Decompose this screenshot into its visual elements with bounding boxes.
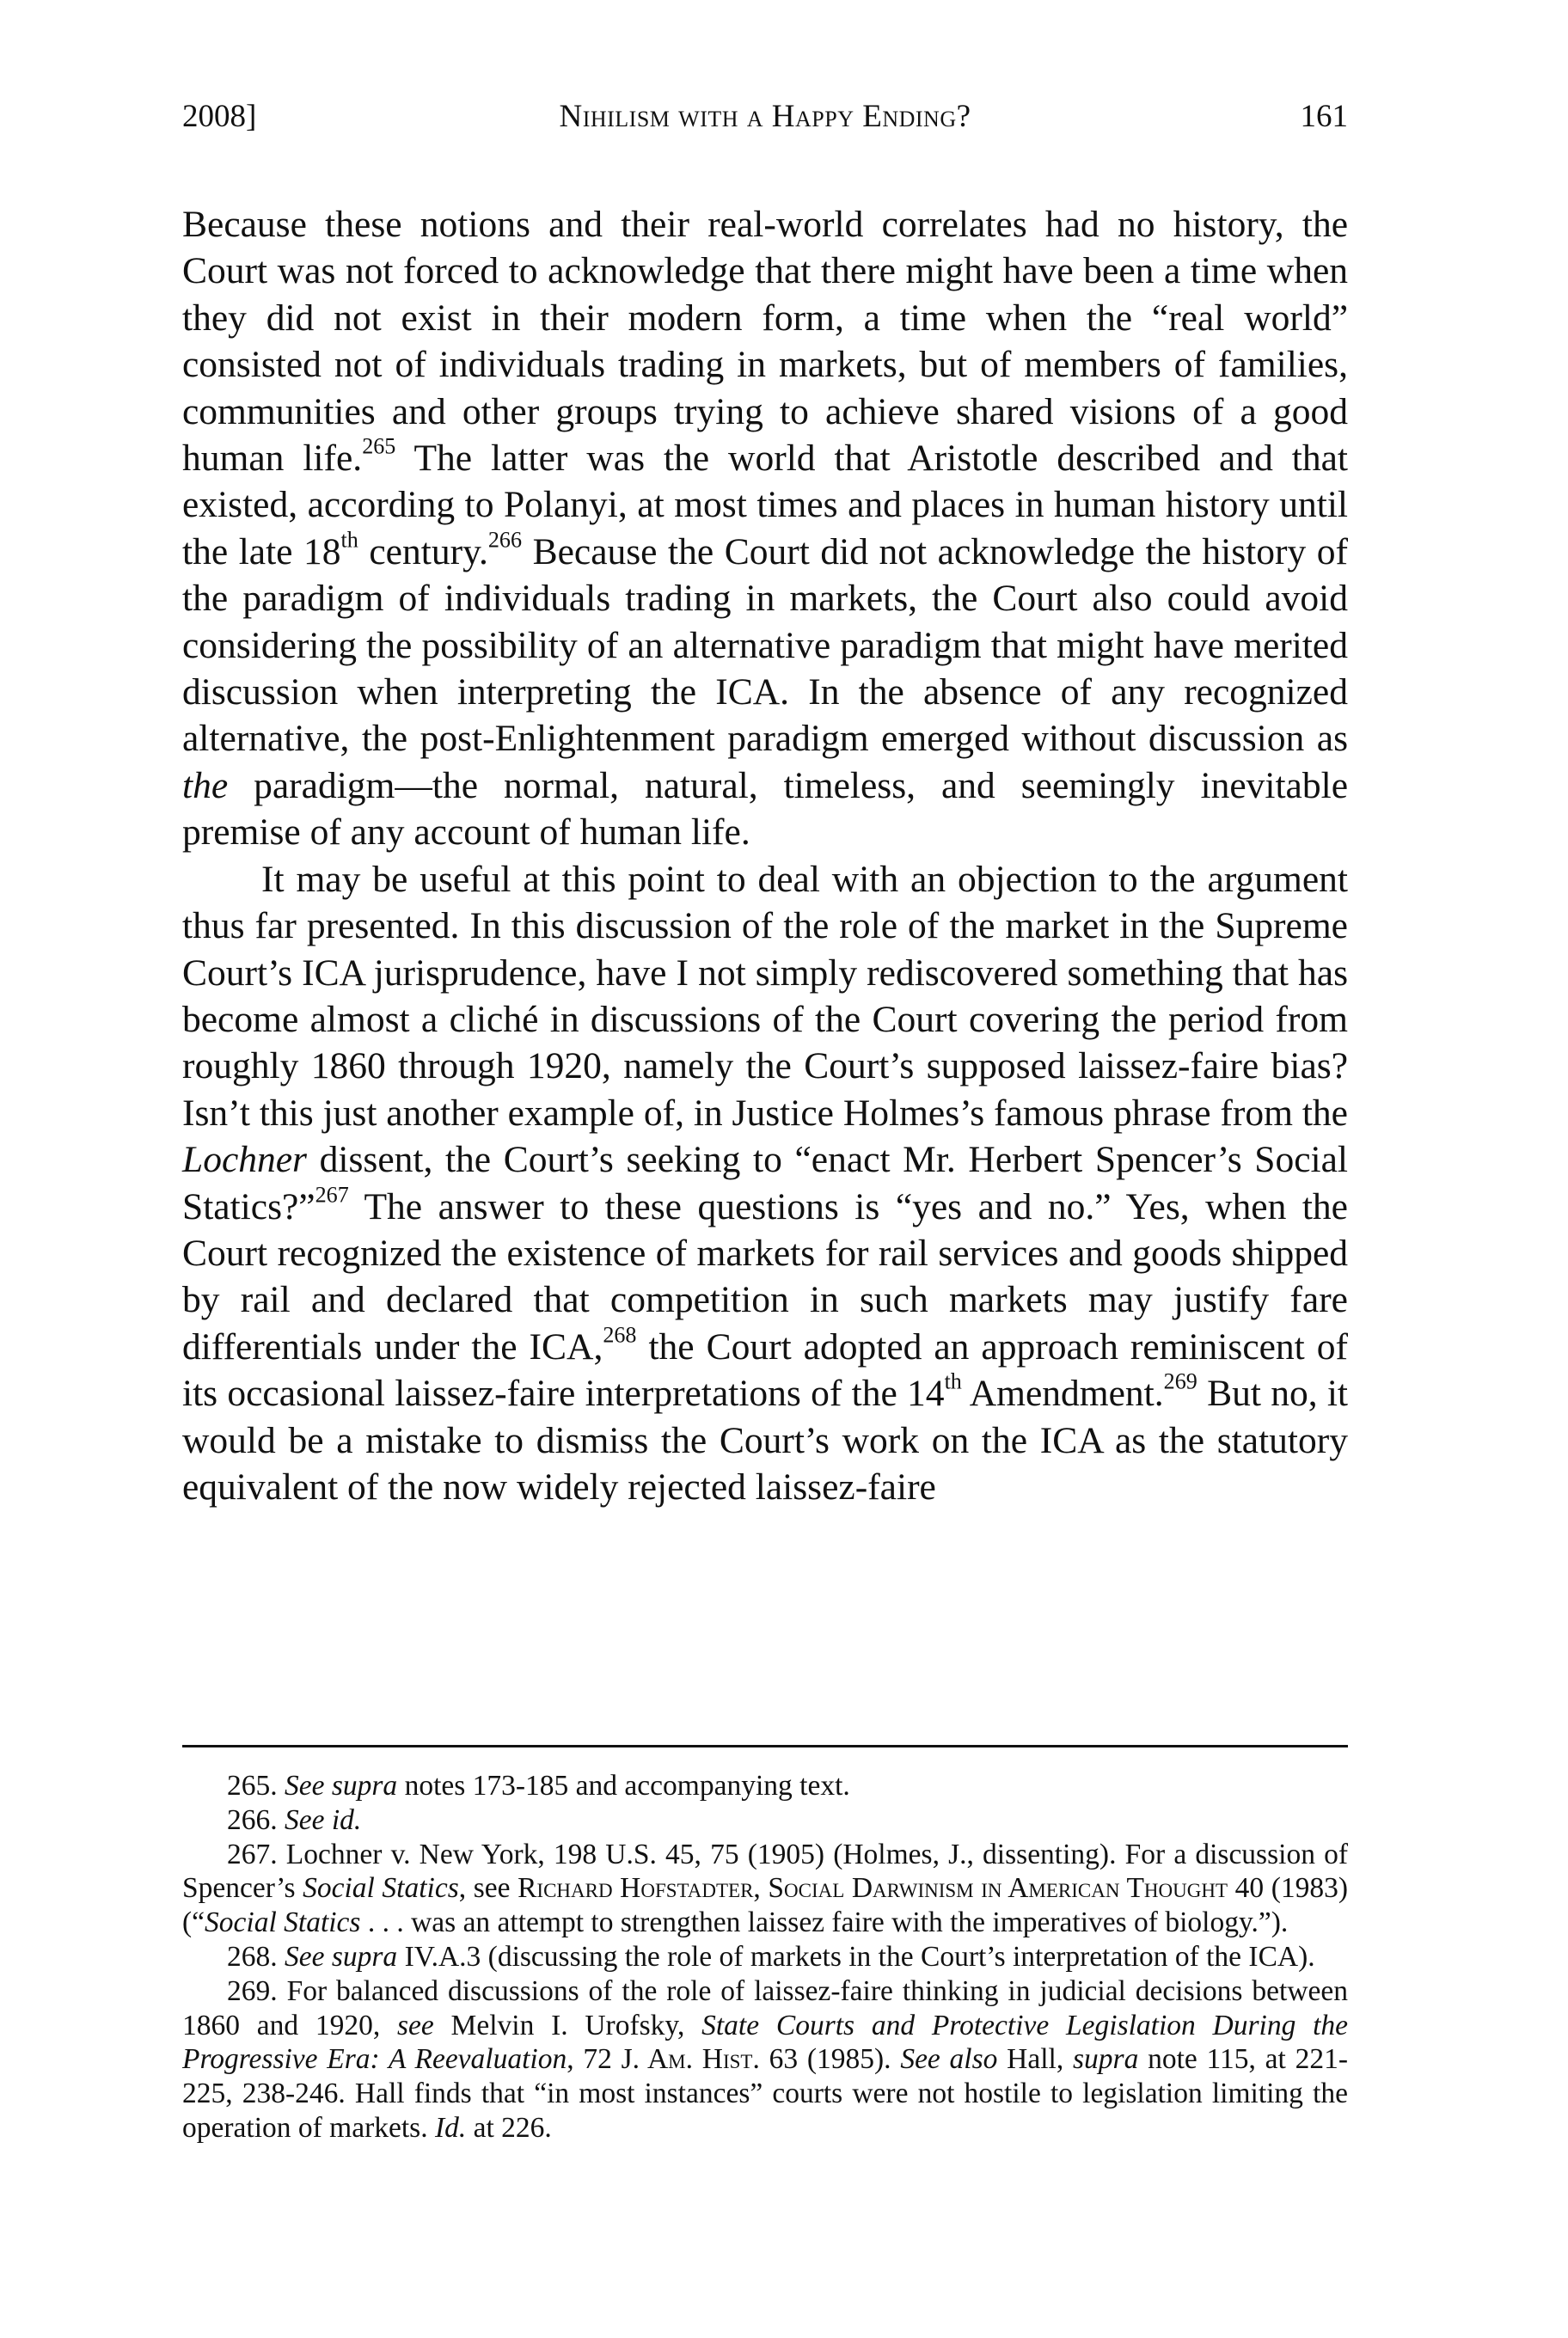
paragraph-1 [182,201,1348,856]
text-run: dissent, the Court’s seeking to “enact Mr. Herbert Spencer’s Social Statics?” [182,1139,1348,1227]
footnote-number: 266. [227,1803,278,1836]
footnote-265 [182,1769,1348,1803]
footnote-267 [182,1838,1348,1940]
signal: supra [1073,2043,1139,2076]
text-run: The latter was the world that Aristotle described and that existed, according to Polanyi, at most times and places in human history until the late 18 [182,438,1349,572]
footnote-text: IV.A.3 (discussing the role of markets in the Court’s interpretation of the ICA). [397,1940,1315,1973]
footnote-ref-266[interactable]: 266 [487,527,523,553]
footnote-ref-267[interactable]: 267 [315,1181,349,1207]
footnote-text: . . . was an attempt to strengthen laissez faire with the imperatives of biology.”). [360,1907,1289,1939]
footnote-ref-268[interactable]: 268 [603,1322,637,1348]
signal: See id. [285,1803,362,1836]
ordinal-suffix: th [340,527,358,553]
signal: see [397,2009,434,2041]
footnote-number: 269. [227,1974,278,2007]
text-run: paradigm—the normal, natural, timeless, and seemingly inevitable premise of any account of human life. [182,764,1348,854]
signal: See also [900,2043,998,2076]
article-title: State Courts and Protective Legislation During the Progressive Era: A Reevaluation [182,2009,1349,2076]
text-run: The answer to these questions is “yes and no.” Yes, when the Court recognized the existence of markets for rail services and goods shipped by rail and declared that competition in such markets may justify fare differentials under the ICA, [182,1185,1348,1368]
signal: See supra [285,1940,398,1973]
text-run: Amendment. [961,1373,1164,1415]
footnote-text: at 226. [466,2111,552,2144]
footnote-ref-269[interactable]: 269 [1163,1368,1197,1394]
text-run: the Court adopted an approach reminiscent of its occasional laissez-faire interpretations of the 14 [182,1325,1348,1415]
case-name-lochner: Lochner [182,1139,307,1181]
footnote-ref-265[interactable]: 265 [362,433,396,459]
footnote-text: For balanced discussions of the role of laissez-faire thinking in judicial decisions between 1860 and 1920, [182,1974,1349,2041]
footnote-number: 268. [227,1940,278,1973]
footnote-text: Hall, [997,2043,1073,2076]
footnote-text: notes 173-185 and accompanying text. [397,1770,850,1802]
running-head-title: Nihilism with a Happy Ending? [559,99,971,134]
footnote-separator-rule [182,1745,1348,1747]
footnote-number: 265. [227,1770,278,1802]
ordinal-suffix: th [944,1368,962,1394]
text-run: century. [358,530,488,572]
author-and-title: Richard Hofstadter, Social Darwinism in American Thought [518,1872,1228,1905]
signal: Id. [434,2111,467,2144]
footnote-text: Melvin I. Urofsky, [433,2009,702,2041]
text-run: Because the Court did not acknowledge the history of the paradigm of individuals trading in markets, the Court also could avoid considering the possibility of an alternative paradigm that might have merited discussion when interpreting the ICA. In the absence of any recognized alternative, the post-Enlightenment paradigm emerged without discussion as [182,530,1348,760]
footnote-text: , 72 [567,2043,622,2076]
signal: See supra [285,1770,398,1802]
emphasis-the: the [182,764,229,806]
journal-name: J. Am. Hist. [621,2043,760,2076]
page-number: 161 [1300,99,1348,134]
footnote-number: 267. [227,1838,278,1870]
footnote-text: Lochner v. New York, 198 U.S. 45, 75 (1905) (Holmes, J., dissenting). For a discussion of Spencer’s [182,1838,1349,1905]
paragraph-2 [182,856,1348,1511]
page [182,96,1348,1510]
body-text [182,201,1348,1510]
footnotes [182,1769,1348,2145]
footnote-269 [182,1974,1348,2145]
running-head [182,96,1348,156]
text-run: Because these notions and their real-world correlates had no history, the Court was not forced to acknowledge that there might have been a time when they did not exist in their modern form, a time when the “real world” consisted not of individuals trading in markets, but of members of families, communities and other groups trying to achieve shared visions of a good human life. [182,204,1348,480]
book-title: Social Statics [205,1907,361,1939]
text-run: But no, it would be a mistake to dismiss the Court’s work on the ICA as the statutory equivalent of the now widely rejected laissez-faire [182,1373,1349,1508]
text-run: It may be useful at this point to deal with an objection to the argument thus far presented. In this discussion of the role of the market in the Supreme Court’s ICA jurisprudence, have I not simply rediscovered something that has become almost a cliché in discussions of the Court covering the period from roughly 1860 through 1920, namely the Court’s supposed laissez-faire bias? Isn’t this just another example of, in Justice Holmes’s famous phrase from the [182,858,1348,1134]
book-title: Social Statics [303,1872,459,1905]
footnote-text: 40 (1983) (“ [182,1872,1349,1939]
footnote-text: , see [458,1872,518,1905]
footnote-text: 63 (1985). [759,2043,901,2076]
running-head-year: 2008] [182,99,257,134]
footnote-text: note 115, at 221-225, 238-246. Hall finds that “in most instances” courts were not hostile to legislation limiting the operation of markets. [182,2043,1349,2144]
footnote-268 [182,1940,1348,1974]
footnote-266 [182,1803,1348,1838]
